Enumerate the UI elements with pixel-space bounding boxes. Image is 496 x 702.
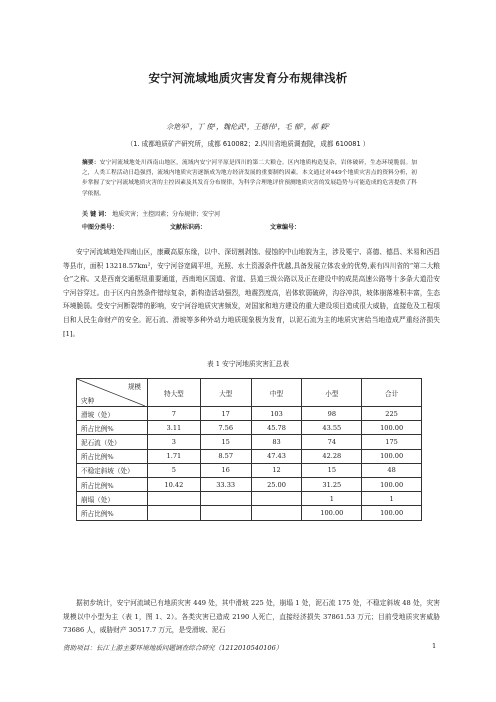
body-paragraph-2: 据初步统计，安宁河流域已有地质灾害 449 处，其中滑坡 225 处，崩塌 1 处，泥石流 175 处，不稳定斜坡 48 处，灾害规模以中小型为主（表 1，图 1、2）。各类灾害已造成 2190 人死亡，直接经济损失 37861.53 万元；目前受地质灾害威胁 73686 人，威胁财产 30517.7 万元，是受滑坡、泥石: [63, 599, 440, 635]
table-cell: 1: [302, 492, 362, 506]
header-scale-label: 规模: [127, 383, 141, 391]
column-header: 合计: [362, 379, 422, 407]
table-cell: 8.57: [200, 449, 251, 463]
table-cell: 5: [148, 463, 201, 477]
table-cell: 3: [148, 435, 201, 449]
table-row: [77, 449, 422, 463]
table-cell: 25.00: [251, 477, 302, 491]
column-header: 小型: [302, 379, 362, 407]
table-cell: 83: [251, 435, 302, 449]
keywords: [82, 209, 422, 218]
abstract-label: 摘要：: [82, 160, 100, 166]
row-label: 所占比例%: [77, 449, 148, 463]
header-type-label: 灾种: [81, 397, 95, 405]
table-cell: 98: [302, 407, 362, 421]
table-cell: 3.11: [148, 421, 201, 435]
table-cell: 175: [362, 435, 422, 449]
classification-line: [82, 222, 422, 231]
page-number: 1: [432, 642, 437, 650]
table-cell: 31.25: [302, 477, 362, 491]
table-cell: 7: [148, 407, 201, 421]
table-row: [77, 506, 422, 520]
table-cell: [200, 506, 251, 520]
table-row: [77, 407, 422, 421]
table-cell: [200, 492, 251, 506]
table-cell: 15: [200, 435, 251, 449]
table-cell: 103: [251, 407, 302, 421]
table-caption: 表 1 安宁河地质灾害汇总表: [206, 360, 290, 368]
table-cell: 45.78: [251, 421, 302, 435]
column-header: 中型: [251, 379, 302, 407]
affiliation: （1. 成都地质矿产研究所，成都 610082；2.四川省地质调查院，成都 610081 ）: [126, 140, 370, 148]
table-cell: 100.00: [362, 477, 422, 491]
clc-label: 中图分类号：: [82, 224, 119, 231]
table-cell: 42.28: [302, 449, 362, 463]
table-cell: 15: [302, 463, 362, 477]
keywords-text: 地质灾害；主控因素；分布规律；安宁河: [112, 211, 221, 218]
table-cell: [251, 506, 302, 520]
table-cell: 48: [362, 463, 422, 477]
row-label: 所占比例%: [77, 421, 148, 435]
table-cell: 100.00: [362, 421, 422, 435]
doc-code-label: 文献标识码：: [170, 224, 207, 231]
row-label: 所占比例%: [77, 506, 148, 520]
table-cell: 7.56: [200, 421, 251, 435]
table-cell: 100.00: [302, 506, 362, 520]
table-cell: 100.00: [362, 449, 422, 463]
row-label: 不稳定斜坡（处）: [77, 463, 148, 477]
table-cell: 16: [200, 463, 251, 477]
column-header: 大型: [200, 379, 251, 407]
table-row: [77, 421, 422, 435]
column-header: 特大型: [148, 379, 201, 407]
table-row: [77, 492, 422, 506]
author-list: 佘艳军¹，丁 俊¹，魏伦武¹，王德伟¹，毛 郁²，郝 毅²: [166, 123, 330, 131]
table-cell: [148, 506, 201, 520]
table-cell: [148, 492, 201, 506]
table-row: [77, 463, 422, 477]
table-cell: 33.33: [200, 477, 251, 491]
table-cell: 225: [362, 407, 422, 421]
hazard-summary-table: [76, 378, 422, 521]
row-label: 泥石流（处）: [77, 435, 148, 449]
table-cell: 17: [200, 407, 251, 421]
table-cell: 43.55: [302, 421, 362, 435]
funding-footnote: 资助项目：长江上游主要环境地质问题调查综合研究（1212010540106）: [63, 644, 283, 652]
table-row: [77, 477, 422, 491]
row-label: 滑坡（处）: [77, 407, 148, 421]
table-cell: 74: [302, 435, 362, 449]
row-label: 崩塌（处）: [77, 492, 148, 506]
table-cell: 10.42: [148, 477, 201, 491]
article-number-label: 文章编号：: [270, 224, 301, 231]
table-cell: 100.00: [362, 506, 422, 520]
keywords-label: 关 键 词：: [82, 211, 111, 218]
paper-title: 安宁河流域地质灾害发育分布规律浅析: [148, 71, 348, 85]
table-corner-cell: [77, 379, 148, 407]
body-paragraph-1: 安宁河流域地处四南山区，康藏高原东缘，以中、深切割剥蚀、侵蚀的中山地貌为主，涉及冕宁、喜德、德昌、米易和西昌等县市，面积 13218.57km²，安宁河谷宽阔平坦，光照、水土资源条件优越,具备发展立体农业的优势,素有四川省的“第二大粮仓”之称。又是西南交通枢纽重要通道，西南地区国道、省道、县道三级公路以及正在建设中的成昆高速公路等十多条大道沿安宁河谷穿过。由于区内自然条件错综复杂，新构造活动强烈，地震烈度高，岩体软弱破碎，沟谷冲洪，坡体崩落堆积丰富，生态环境脆弱。受安宁河断裂带的影响，安宁河谷地质灾害频发，对国家和地方建设的重大建设项目造成很大威胁，直接危及工程项目和人民生命财产的安全。泥石流、滑坡等多种外动力地质现象极为发育，以泥石流为主的地质灾害给当地造成严重经济损失[1]。: [63, 248, 440, 338]
table-header-row: [77, 379, 422, 407]
abstract: [82, 158, 417, 199]
table-cell: 1: [362, 492, 422, 506]
table-cell: 12: [251, 463, 302, 477]
table-row: [77, 435, 422, 449]
table-cell: [251, 492, 302, 506]
abstract-text: 安宁河流域地处川西南山地区，流域内安宁河平原是四川的第二大粮仓。区内地质构造复杂，岩体破碎，生态环境脆弱。加之，人类工程活动日趋强烈，流域内地质灾害逐渐成为地方经济发展的重要制约因素。本文通过对449个地质灾害点的资料分析，初步掌握了安宁河流域地质灾害的主控因素及其发育分布规律，为科学合理地评价预测地质灾害的发展趋势与可能造成的危害提供了科学依据。: [82, 160, 418, 197]
table-cell: 47.43: [251, 449, 302, 463]
table-cell: 1.71: [148, 449, 201, 463]
row-label: 所占比例%: [77, 477, 148, 491]
